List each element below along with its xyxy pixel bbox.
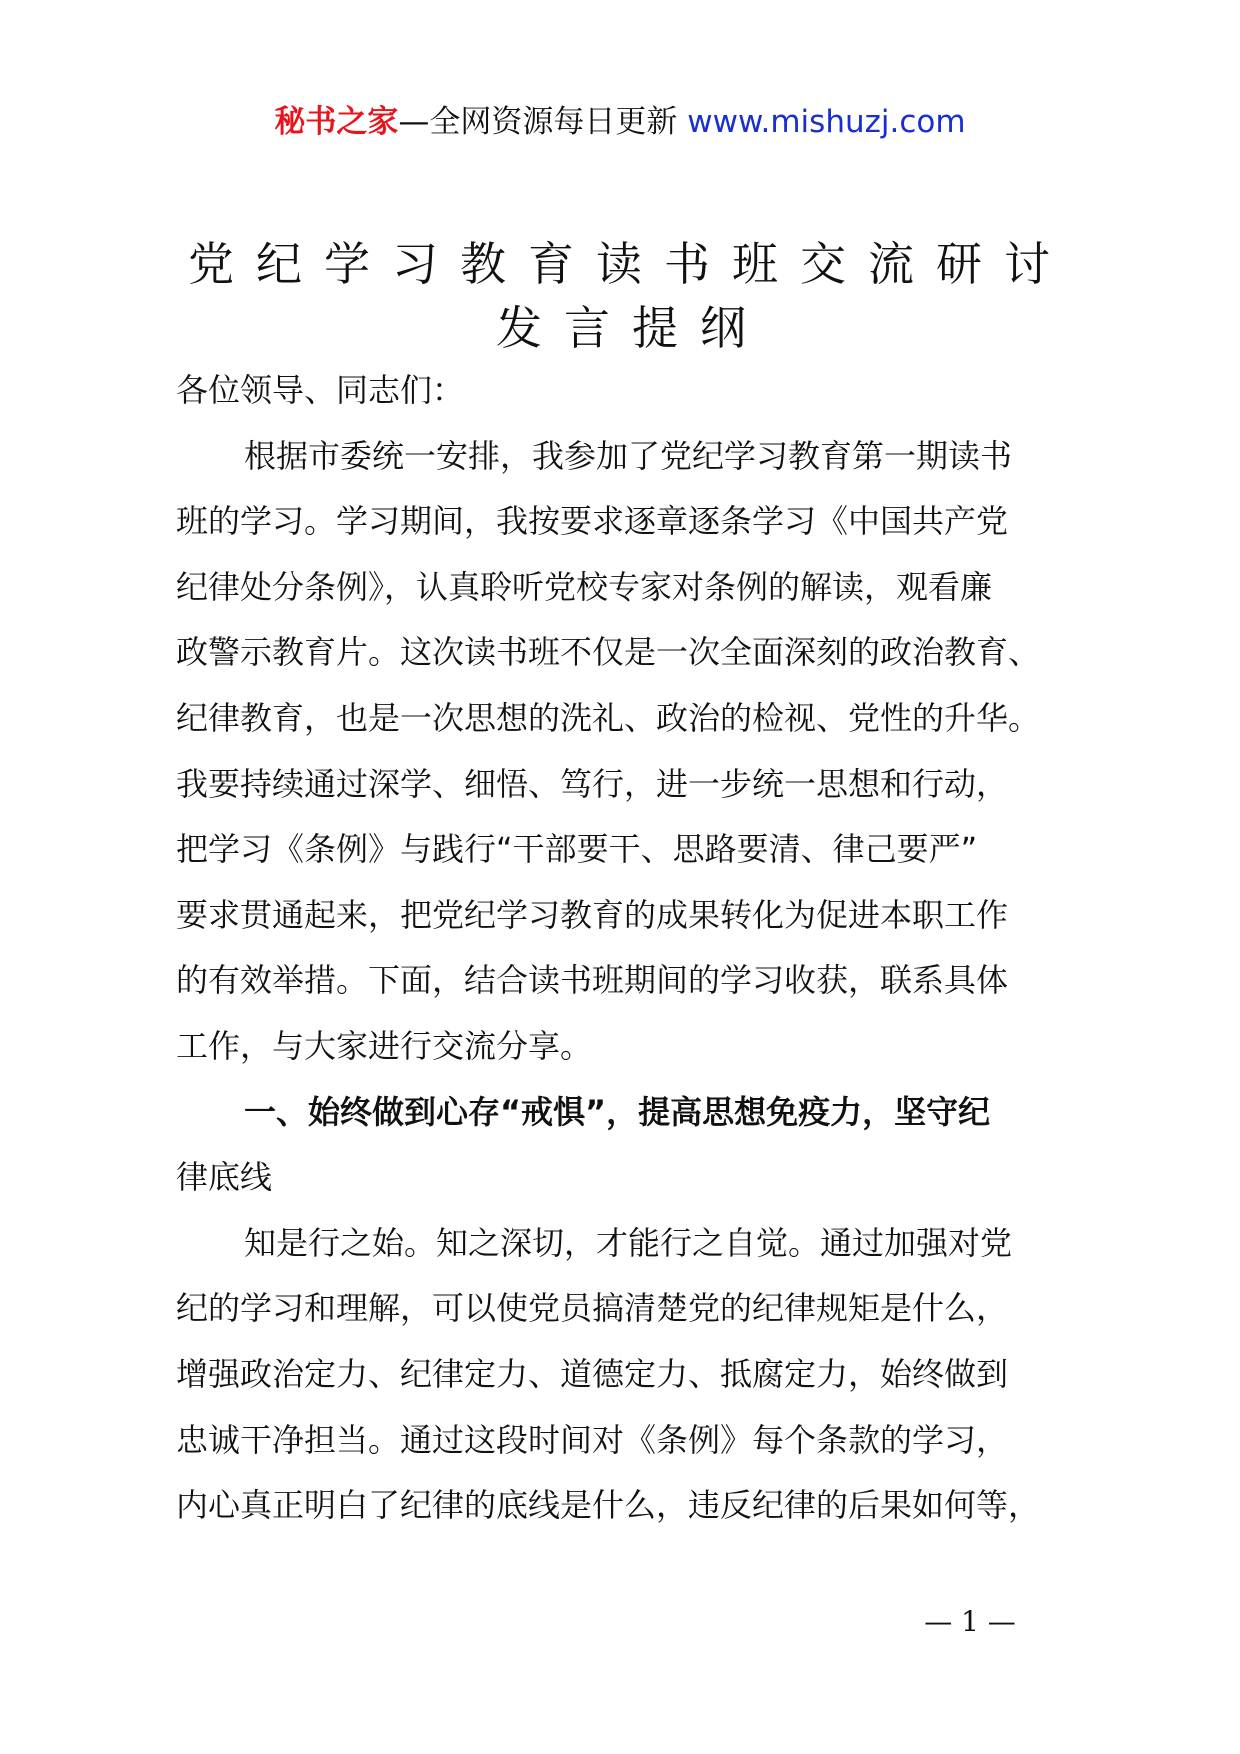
banner-tagline: —全网资源每日更新 [398,104,678,140]
site-banner [0,100,1240,144]
brand-name: 秘书之家 [274,104,399,140]
paragraph-line: 内心真正明白了纪律的底线是什么，违反纪律的后果如何等， [176,1486,1041,1525]
paragraph-line: 纪律教育，也是一次思想的洗礼、政治的检视、党性的升华。 [176,698,1041,737]
page-number: — 1 — [924,1605,1016,1638]
paragraph-section-1 [176,1211,1096,1539]
document-body [176,358,1096,1539]
paragraph-line: 我要持续通过深学、细悟、笃行，进一步统一思想和行动， [176,764,1009,803]
section-heading-1 [176,1080,1096,1211]
paragraph-line: 班的学习。学习期间，我按要求逐章逐条学习《中国共产党 [176,502,1009,541]
paragraph-line: 增强政治定力、纪律定力、道德定力、抵腐定力，始终做到 [176,1354,1009,1393]
paragraph-line: 根据市委统一安排，我参加了党纪学习教育第一期读书 [244,436,1013,475]
section-heading-line: 一、始终做到心存“戒惧”，提高思想免疫力，坚守纪 [244,1092,991,1131]
paragraph-line: 要求贯通起来，把党纪学习教育的成果转化为促进本职工作 [176,895,1009,934]
paragraph-line: 工作，与大家进行交流分享。 [176,1026,593,1065]
paragraph-line: 政警示教育片。这次读书班不仅是一次全面深刻的政治教育、 [176,633,1041,672]
paragraph-line: 纪的学习和理解，可以使党员搞清楚党的纪律规矩是什么， [176,1289,1009,1328]
paragraph-line: 的有效举措。下面，结合读书班期间的学习收获，联系具体 [176,961,1009,1000]
document-title-line-2: 发言提纲 [496,301,768,355]
paragraph-line: 忠诚干净担当。通过这段时间对《条例》每个条款的学习， [176,1420,1009,1459]
paragraph-line: 纪律处分条例》，认真聆听党校专家对条例的解读，观看廉 [176,567,993,606]
site-url-link[interactable]: www.mishuzj.com [687,104,966,140]
paragraph-line: 知是行之始。知之深切，才能行之自觉。通过加强对党 [244,1223,1013,1262]
section-heading-line: 律底线 [176,1158,273,1197]
salutation: 各位领导、同志们： [176,371,465,409]
document-title-line-1: 党纪学习教育读书班交流研讨 [188,237,1072,291]
paragraph-intro [176,424,1096,1080]
paragraph-line: 把学习《条例》与践行“干部要干、思路要清、律己要严” [176,830,978,869]
